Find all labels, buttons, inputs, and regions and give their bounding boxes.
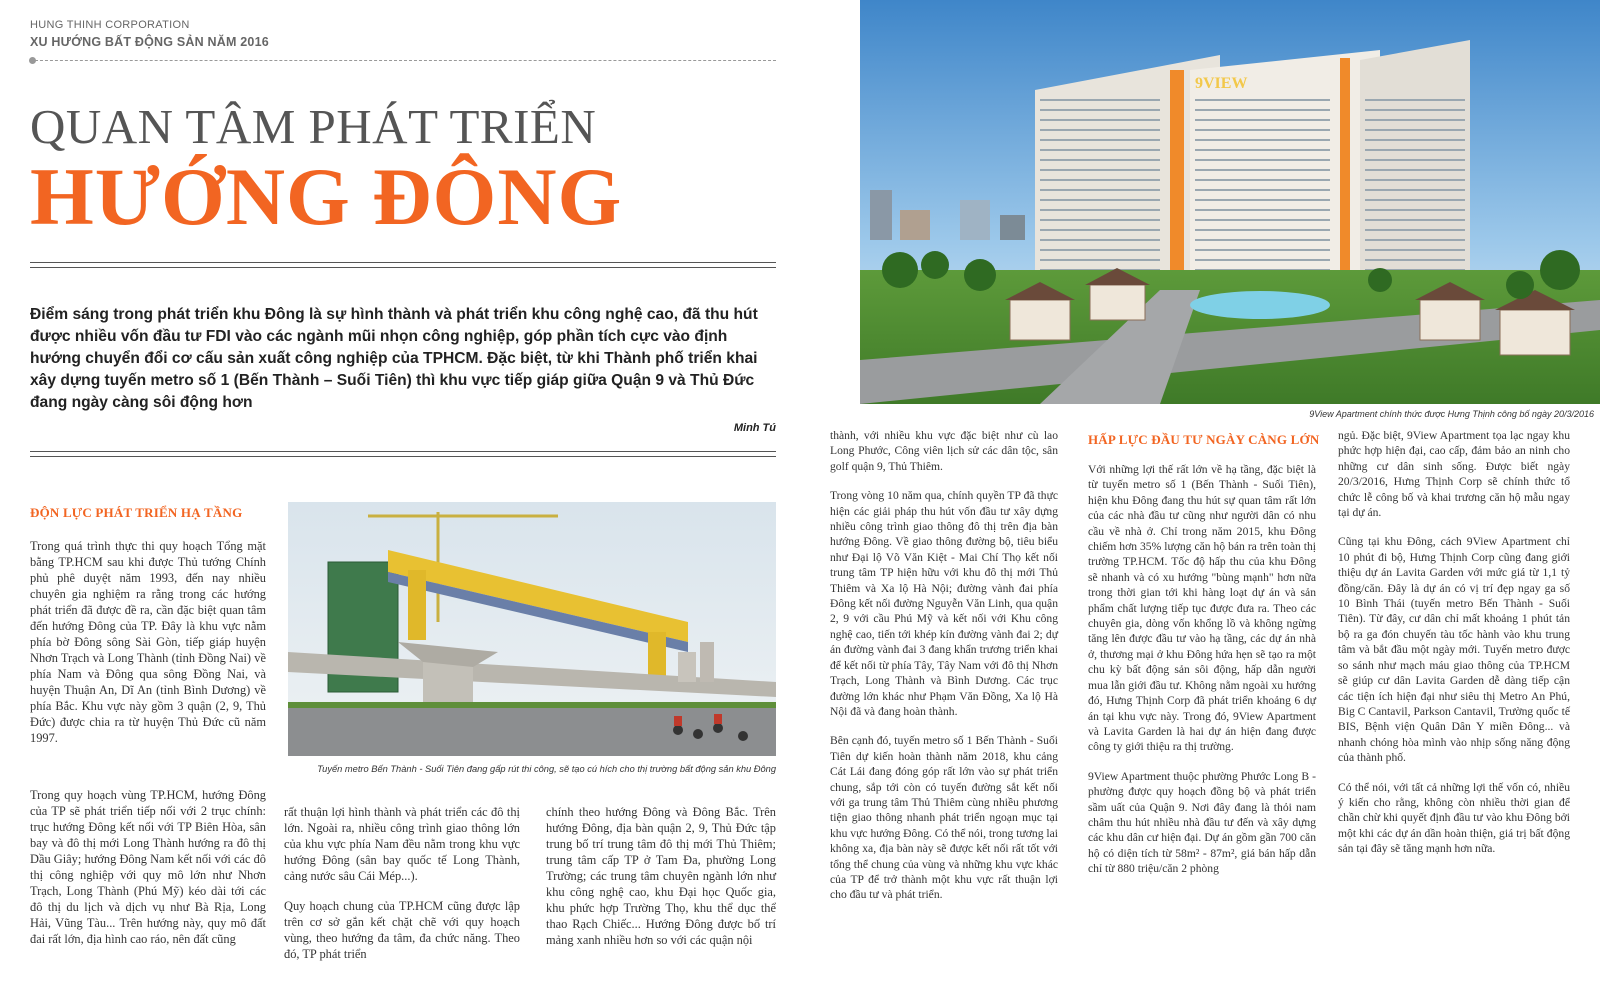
col5-paragraph-1: Với những lợi thế rất lớn về hạ tầng, đặc biệt là từ tuyến metro số 1 (Bến Thành - Suối Tiên), hiện khu Đông đang thu hút sự quan tâm rất lớn của các nhà đầu tư cũng như người dân có nhu cầu về nhà ở. Chỉ trong năm 2015, khu Đông chiếm hơn 35% lượng căn hộ bán ra trên toàn thị trường TP.HCM. Tốc độ hấp thu của khu Đông sẽ nhanh và có xu hướng "bùng mạnh" hơn nữa trong thời gian tới khi hàng loạt dự án và sản phẩm chất lượng tiếp tục được đưa ra. Theo các chuyên gia, dòng vốn khổng lồ và không ngừng tăng lên được đầu tư vào hạ tầng, các dự án nhà ở, thương mại ở khu Đông hứa hẹn sẽ tạo ra một chu kỳ bất động sản sôi động, hấp dẫn người mua lẫn giới đầu tư. Không nằm ngoài xu hướng đó, Hưng Thịnh Corp đã phát triển khoảng 6 dự án tại khu vực này. Trong đó, 9View Apartment và Lavita Garden là hai dự án hiện đang được công ty giới thiệu ra thị trường. [1088,463,1316,754]
building-sign: 9VIEW [1195,75,1248,92]
section1-col2-text: rất thuận lợi hình thành và phát triển các đô thị lớn. Ngoài ra, nhiều công trình giao thông lớn của khu vực phía Nam đều nằm trong khu vực hướng Đông (sân bay quốc tế Long Thành, cảng nước sâu Cái Mép...). [284,805,520,883]
col4-paragraph-2: Trong vòng 10 năm qua, chính quyền TP đã thực hiện các giải pháp thu hút vốn đầu tư xây dựng nhiều công trình giao thông đô thị trên địa bàn hướng Đông. Về giao thông đường bộ, tiêu biểu như Đại lộ Võ Văn Kiệt - Mai Chí Thọ kết nối trung tâm TP hiện hữu với khu đô thị mới Thủ Thiêm và Xa lộ Hà Nội; đường vành đai phía Đông kết nối đường Nguyễn Văn Linh, qua quận 2, 9 với cầu Phú Mỹ và kết nối với Khu công nghệ cao, tiến tới khép kín đường vành đai 2; dự án đường vành đai 3 đang khẩn trương triển khai để kết nối từ phía Tây, Tây Nam với đô thị Nhơn Trạch, Long Thành và Bình Dương. Các trục đường lớn khác như Phạm Văn Đồng, Xa lộ Hà Nội đã và đang hoàn thành. [830,489,1058,718]
title-line1: QUAN TÂM PHÁT TRIỂN [30,99,597,154]
col4-paragraph-3: Bên cạnh đó, tuyến metro số 1 Bến Thành - Suối Tiên dự kiến hoàn thành năm 2018, khu cảng Cát Lái đang đóng góp rất lớn vào sự phát triển chung, sắp tới còn có tuyến đường sắt kết nối với ga trung tâm Thủ Thiêm cùng nhiều phương tiện giao thông nhanh phát triển ngoạn mục tại khu vực hướng Đông. Có thể nói, trong tương lai không xa, địa bàn này sẽ được kết nối rất tốt với tổng thể chung của vùng và những khu vực khác của TP để trở thành một khu vực rất thuận lợi cho đầu tư và phát triển. [830,734,1058,902]
photo-metro-caption: Tuyến metro Bến Thành - Suối Tiên đang gấp rút thi công, sẽ tạo cú hích cho thị trường bất động sản khu Đông [317,764,776,774]
author: Minh Tú [733,422,776,434]
col5-heading: HẤP LỰC ĐẦU TƯ NGÀY CÀNG LỚN [1088,432,1320,447]
section1-paragraph-1: Trong quá trình thực thi quy hoạch Tổng mặt bằng TP.HCM sau khi được Thủ tướng Chính phủ phê duyệt năm 1993, đến nay nhiều chuyên gia nghiệm ra rằng trong các hướng phát triển đã được đề ra, cần đặc biệt quan tâm đến hướng Đông của TP. Đây là khu vực nằm phía bờ Đông sông Sài Gòn, tiếp giáp huyện Nhơn Trạch và Long Thành (tỉnh Đồng Nai) về phía Nam và Đông qua sông Đồng Nai, và huyện Thuận An, Dĩ An (tỉnh Bình Dương) về phía Bắc. Khu vực này gồm 3 quận (2, 9, Thủ Đức) được chia ra từ huyện Thủ Đức cũ năm 1997. [30,539,266,745]
section1-paragraph-2: Trong quy hoạch vùng TP.HCM, hướng Đông của TP sẽ phát triển tiếp nối với 2 trục chính: trục hướng Đông kết nối với TP Biên Hòa, sân bay và đô thị mới Long Thành hướng ra đô thị Dầu Giây; hướng Đông Nam kết nối với các đô thị công nghiệp với quy mô lớn như Nhơn Trạch, Long Thành (Phú Mỹ) kéo dài tới các đô thị du lịch và dịch vụ như Bà Rịa, Long Hải, Vũng Tàu... Trên hướng này, quy mô đất đai rất lớn, địa hình cao ráo, nên đất cũng [30,788,266,946]
col5-paragraph-2: 9View Apartment thuộc phường Phước Long B - phường được quy hoạch đồng bộ và phát triển sầm uất của Quận 9. Nơi đây đang là thỏi nam châm thu hút nhiều nhà đầu tư đến và xây dựng các khu dân cư hiện đại. Dự án gồm gần 700 căn hộ có diện tích từ 58m² - 87m², giá bán hấp dẫn chỉ từ 880 triệu/căn 2 phòng [1088,769,1316,876]
col6-paragraph-2: Cũng tại khu Đông, cách 9View Apartment chỉ 10 phút đi bộ, Hưng Thịnh Corp cũng đang giới thiệu dự án Lavita Garden với mức giá từ 1,1 tỷ đồng/căn. Đây là dự án có vị trí đẹp ngay ga số 10 Bình Thái (tuyến metro Bến Thành - Suối Tiên). Từ đây, cư dân chỉ mất khoảng 1 phút tản bộ ra ga đón chuyến tàu tốc hành vào khu trung tâm và bắt đầu một ngày mới. Tuyến metro được so sánh như mạch máu giao thông của TP.HCM sẽ giúp cư dân Lavita Garden dễ dàng tiếp cận các tiện ích hiện đại như siêu thị Metro An Phú, Big C Cantavil, Parkson Cantavil, Trường quốc tế BIS, Bệnh viện Quân Dân Y miền Đông... và nhanh chóng hòa mình vào nhịp sống năng động của thành phố. [1338,535,1570,765]
title-rule [30,262,776,268]
col6-paragraph-1: ngủ. Đặc biệt, 9View Apartment tọa lạc ngay khu phức hợp hiện đại, cao cấp, đảm bảo an ninh cho những cư dân sinh sống. Được biết ngày 20/3/2016, Hưng Thịnh Corp sẽ chính thức tổ chức lễ công bố và khai trương căn hộ mẫu ngay tại dự án. [1338,429,1570,520]
photo-9view-apartment [860,0,1600,404]
lead-paragraph: Điểm sáng trong phát triển khu Đông là sự hình thành và phát triển khu công nghệ cao, đã thu hút được nhiều vốn đầu tư FDI vào các ngành mũi nhọn công nghiệp, góp phần tích cực vào định hướng chuyển đổi cơ cấu sản xuất công nghiệp của TPHCM. Đặc biệt, từ khi Thành phố triển khai xây dựng tuyến metro số 1 (Bến Thành – Suối Tiên) thì khu vực tiếp giáp giữa Quận 9 và Thủ Đức đang ngày càng sôi động hơn [30,306,758,411]
article-column-6 [1338,428,1570,871]
article-column-3 [546,804,776,962]
article-column-1 [30,538,266,760]
photo-metro-construction [288,502,776,756]
header-company: HUNG THINH CORPORATION [30,19,190,31]
col6-paragraph-3: Có thể nói, với tất cả những lợi thế vốn có, nhiều ý kiến cho rằng, không còn nhiều thời gian để chần chừ khi quyết định đầu tư vào khu Đông bởi một khi các dự án dần hoàn thiện, giá trị bất động sản tại đây sẽ tăng mạnh hơn nữa. [1338,780,1570,856]
section1-heading: ĐỘN LỰC PHÁT TRIỂN HẠ TẦNG [30,505,243,520]
header-divider-dot [29,57,36,64]
section1-col2-text-b: Quy hoạch chung của TP.HCM cũng được lập trên cơ sở gắn kết chặt chẽ với quy hoạch vùng, theo hướng đa tâm, đa chức năng. Theo đó, TP phát triển [284,899,520,961]
photo-9view-caption: 9View Apartment chính thức được Hưng Thịnh công bố ngày 20/3/2016 [1309,409,1594,419]
lead-rule [30,451,776,457]
header-divider [30,60,776,61]
article-column-1b [30,787,266,961]
col4-paragraph-1: thành, với nhiều khu vực đặc biệt như cù lao Long Phước, Công viên lịch sử các dân tộc, sân golf quận 9, Thủ Thiêm. [830,429,1058,473]
title-line2: HƯỚNG ĐÔNG [30,151,623,242]
article-column-5 [1088,462,1316,891]
header-section: XU HƯỚNG BẤT ĐỘNG SẢN NĂM 2016 [30,35,269,49]
section1-col3-text: chính theo hướng Đông và Đông Bắc. Trên hướng Đông, địa bàn quận 2, 9, Thủ Đức tập trung bố trí trung tâm đô thị mới Thủ Thiêm; trung tâm cấp TP ở Tam Đa, phường Long Trường; các trung tâm chuyên ngành lớn như khu công nghệ cao, khu Đại học Quốc gia, khu phức hợp Trường Thọ, khu thể dục thể thao Rạch Chiếc... Hướng Đông được bố trí mảng xanh nhiều hơn so với các quận nội [546,805,776,947]
article-column-4 [830,428,1058,917]
article-column-2 [284,804,520,976]
